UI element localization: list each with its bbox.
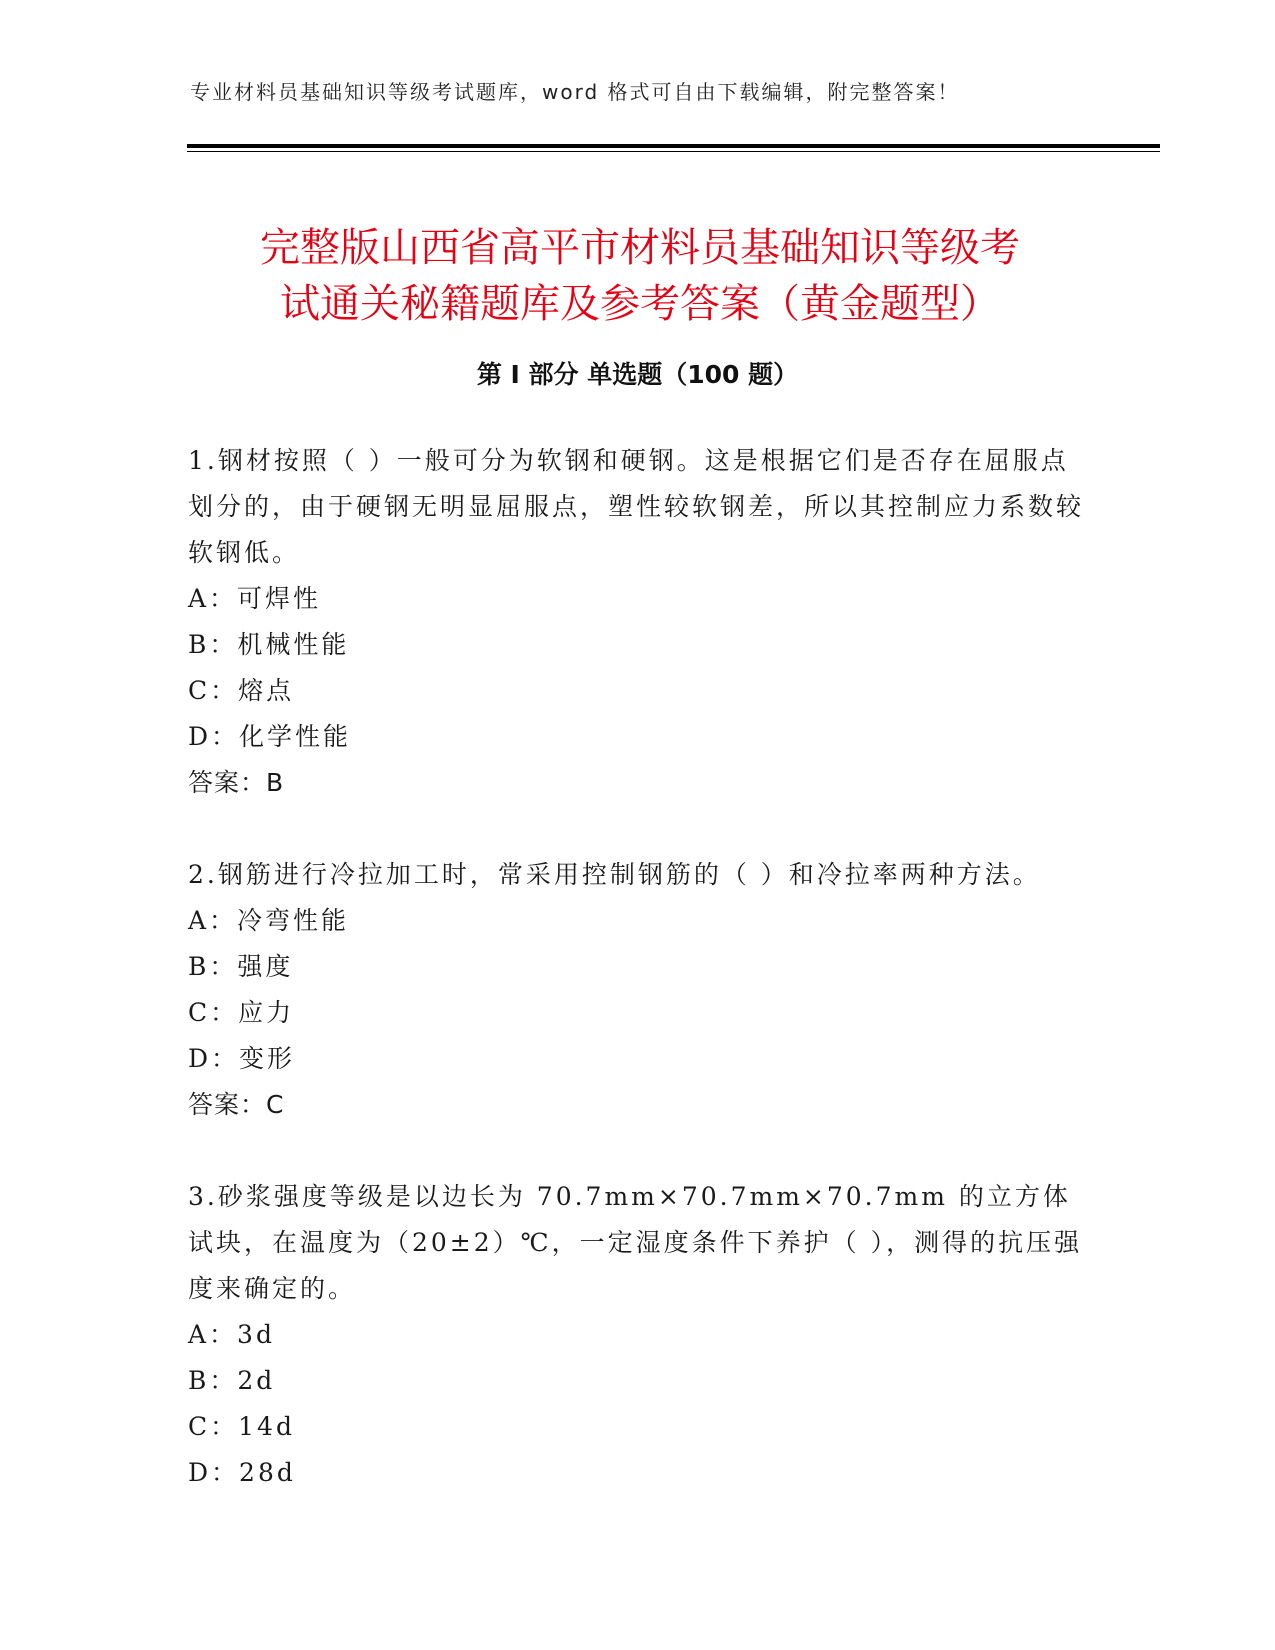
section-title: 第 I 部分 单选题（100 题） [476,360,799,389]
option-c: C：熔点 [188,676,295,705]
option-d: D：28d [188,1458,296,1487]
option-a: A：冷弯性能 [188,906,350,935]
option-c: C：14d [188,1412,295,1441]
document-title-line-2: 试通关秘籍题库及参考答案（黄金题型） [280,280,1000,327]
option-b: B：强度 [188,952,294,981]
option-d: D：变形 [188,1044,296,1073]
answer: 答案：C [188,1090,285,1119]
question-2 [188,852,1088,1128]
question-1 [188,438,1088,806]
option-b: B：机械性能 [188,630,350,659]
header-divider-thick [187,144,1160,148]
document-title [190,220,1090,332]
question-3 [188,1174,1088,1496]
document-title-line-1: 完整版山西省高平市材料员基础知识等级考 [260,224,1020,271]
header-divider-thin [187,151,1160,152]
question-list [188,438,1088,1542]
header-note: 专业材料员基础知识等级考试题库，word 格式可自由下载编辑，附完整答案！ [190,80,960,104]
option-d: D：化学性能 [188,722,352,751]
answer: 答案：B [188,768,285,797]
option-a: A：3d [188,1320,275,1349]
option-c: C：应力 [188,998,295,1027]
question-stem: 3.砂浆强度等级是以边长为 70.7mm×70.7mm×70.7mm 的立方体试块，在温度为（20±2）℃，一定湿度条件下养护（ ），测得的抗压强度来确定的。 [188,1182,1083,1303]
option-b: B：2d [188,1366,276,1395]
question-stem: 2.钢筋进行冷拉加工时，常采用控制钢筋的（ ）和冷拉率两种方法。 [188,860,1041,889]
question-stem: 1.钢材按照（ ）一般可分为软钢和硬钢。这是根据它们是否存在屈服点划分的，由于硬钢无明显屈服点，塑性较软钢差，所以其控制应力系数较软钢低。 [188,446,1085,567]
option-a: A：可焊性 [188,584,322,613]
